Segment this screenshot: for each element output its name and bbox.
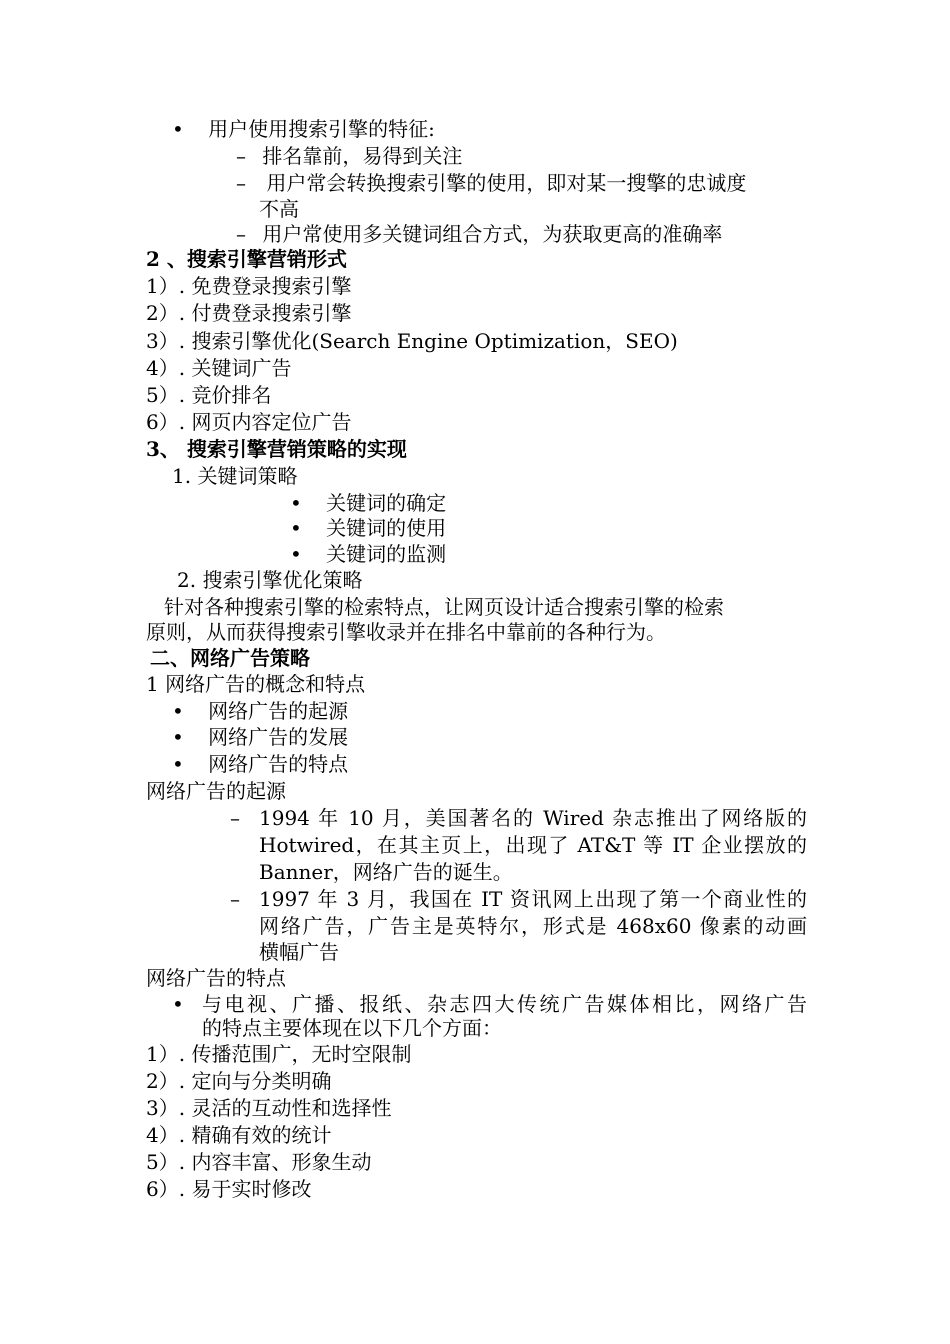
bullet-marker: • [172, 992, 184, 1016]
subheading: 2. 搜索引擎优化策略 [177, 568, 363, 592]
dash-marker: – [236, 171, 246, 195]
subheading: 网络广告的起源 [146, 779, 286, 803]
list-item: 3）. 灵活的互动性和选择性 [146, 1096, 392, 1120]
list-item: 2）. 定向与分类明确 [146, 1069, 332, 1093]
list-item-line: 1994 年 10 月，美国著名的 Wired 杂志推出了网络版的 [259, 806, 807, 830]
bullet-marker: • [290, 542, 302, 566]
list-item: 6）. 网页内容定位广告 [146, 410, 352, 434]
list-item-text: 排名靠前，易得到关注 [262, 144, 463, 168]
paragraph-line: 针对各种搜索引擎的检索特点，让网页设计适合搜索引擎的检索 [164, 595, 724, 619]
subheading: 1. 关键词策略 [172, 464, 298, 488]
list-item-line: 1997 年 3 月，我国在 IT 资讯网上出现了第一个商业性的 [259, 887, 807, 911]
dash-marker: – [236, 222, 246, 246]
list-item-line: 与电视、广播、报纸、杂志四大传统广告媒体相比，网络广告 [202, 992, 807, 1016]
bullet-marker: • [172, 725, 184, 749]
section-heading: 3、 搜索引擎营销策略的实现 [146, 437, 407, 461]
list-item [236, 221, 722, 248]
list-item: 5）. 内容丰富、形象生动 [146, 1150, 372, 1174]
bullet-marker: • [290, 516, 302, 540]
subheading: 网络广告的特点 [146, 966, 286, 990]
list-item [290, 541, 446, 568]
bullet-marker: • [172, 699, 184, 723]
list-item: 2）. 付费登录搜索引擎 [146, 301, 352, 325]
list-item-text: 关键词的使用 [326, 516, 447, 540]
list-item: 3）. 搜索引擎优化(Search Engine Optimization，SEO) [146, 329, 678, 353]
list-item [172, 724, 348, 751]
bullet-marker: • [172, 117, 184, 141]
list-item-continuation: 不高 [259, 197, 299, 221]
list-item-text: 用户常会转换搜索引擎的使用，即对某一搜擎的忠诚度 [266, 171, 747, 195]
list-item-line: 网络广告，广告主是英特尔，形式是 468x60 像素的动画 [259, 914, 807, 938]
section-heading: 2 、搜索引擎营销形式 [146, 247, 347, 271]
list-item [290, 515, 446, 542]
list-item: 1）. 免费登录搜索引擎 [146, 274, 352, 298]
bullet-marker: • [290, 491, 302, 515]
list-item [172, 751, 348, 778]
list-item-text: 用户常使用多关键词组合方式，为获取更高的准确率 [262, 222, 723, 246]
section-heading: 二、网络广告策略 [150, 646, 310, 670]
list-item-line: Banner，网络广告的诞生。 [259, 860, 513, 884]
list-item: 1）. 传播范围广，无时空限制 [146, 1042, 412, 1066]
list-item-text: 用户使用搜索引擎的特征: [208, 117, 435, 141]
dash-marker: – [230, 806, 240, 830]
list-item-line: 横幅广告 [259, 940, 339, 964]
list-item-text: 网络广告的起源 [208, 699, 349, 723]
dash-marker: – [236, 144, 246, 168]
list-item-line: Hotwired，在其主页上，出现了 AT&T 等 IT 企业摆放的 [259, 833, 807, 857]
list-item [172, 698, 348, 725]
list-item [236, 170, 746, 197]
list-item: 6）. 易于实时修改 [146, 1177, 312, 1201]
paragraph-line: 原则，从而获得搜索引擎收录并在排名中靠前的各种行为。 [146, 620, 666, 644]
list-item-text: 关键词的确定 [326, 491, 447, 515]
dash-marker: – [230, 887, 240, 911]
list-item-line: 的特点主要体现在以下几个方面： [202, 1016, 502, 1040]
list-item: 4）. 关键词广告 [146, 356, 292, 380]
bullet-marker: • [172, 752, 184, 776]
list-item-text: 关键词的监测 [326, 542, 447, 566]
list-item-text: 网络广告的特点 [208, 752, 349, 776]
list-item [172, 116, 435, 143]
list-item: 4）. 精确有效的统计 [146, 1123, 332, 1147]
list-item [236, 143, 462, 170]
list-item-text: 网络广告的发展 [208, 725, 349, 749]
list-item [290, 490, 446, 517]
list-item: 5）. 竞价排名 [146, 383, 272, 407]
subheading: 1 网络广告的概念和特点 [146, 672, 366, 696]
